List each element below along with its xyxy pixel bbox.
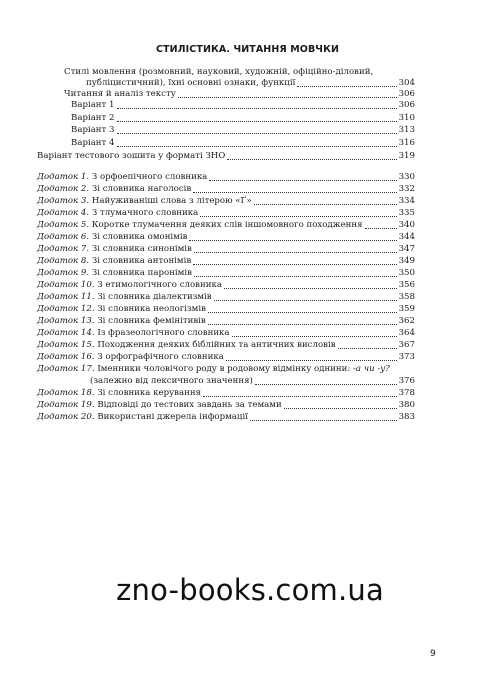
leader-dots — [255, 384, 397, 385]
toc-row-styles[interactable] — [86, 78, 415, 89]
toc-row-reading[interactable] — [64, 89, 415, 100]
toc-row-appendix[interactable] — [37, 172, 415, 183]
toc-row-appendix[interactable] — [37, 400, 415, 411]
appendix-name: Додаток 16. — [37, 352, 95, 362]
appendix-name: Додаток 2. — [37, 184, 90, 194]
page-ref: 350 — [398, 268, 415, 278]
toc-row-variant[interactable] — [71, 113, 415, 124]
leader-dots — [117, 146, 397, 147]
leader-dots — [254, 204, 397, 205]
toc-row-variant[interactable] — [71, 100, 415, 111]
appendix-name: Додаток 1. — [37, 172, 90, 182]
leader-dots — [178, 97, 397, 98]
page-ref: 340 — [398, 220, 415, 230]
appendix-text: Зі словника наголосів — [91, 184, 192, 194]
appendix-name: Додаток 5. — [37, 220, 90, 230]
appendix-text: Походження деяких біблійних та античних висловів — [97, 340, 336, 350]
page-ref: 334 — [398, 196, 415, 206]
toc-row-test-variant[interactable] — [37, 151, 415, 162]
page-ref: 310 — [398, 113, 415, 123]
page-ref: 380 — [398, 400, 415, 410]
toc-row-appendix[interactable] — [37, 328, 415, 339]
appendix-name: Додаток 20. — [37, 412, 95, 422]
toc-label: Варіант 3 — [71, 125, 115, 135]
toc-row-variant[interactable] — [71, 138, 415, 149]
leader-dots — [365, 228, 397, 229]
leader-dots — [208, 312, 397, 313]
toc-row-appendix[interactable] — [37, 184, 415, 195]
toc-styles-line1: Стилі мовлення (розмовний, науковий, художній, офіційно-діловий, — [64, 67, 374, 77]
page-ref: 344 — [398, 232, 415, 242]
appendix-name: Додаток 18. — [37, 388, 95, 398]
toc-row-appendix[interactable] — [37, 196, 415, 207]
toc-styles-line2: публіцистичний), їхні основні ознаки, функції — [86, 78, 296, 88]
toc-label: Читання й аналіз тексту — [64, 89, 176, 99]
toc-row-appendix[interactable] — [37, 256, 415, 267]
toc-row-appendix[interactable] — [37, 232, 415, 243]
appendix-text: (залежно від лексичного значення) — [90, 376, 253, 386]
appendix-name: Додаток 6. — [37, 232, 90, 242]
appendix-text: Використані джерела інформації — [97, 412, 248, 422]
leader-dots — [193, 192, 396, 193]
appendix-text: Найуживаніші слова з літерою «Ґ» — [91, 196, 252, 206]
appendix-name: Додаток 7. — [37, 244, 90, 254]
page-ref: 347 — [398, 244, 415, 254]
leader-dots — [189, 240, 396, 241]
leader-dots — [117, 108, 397, 109]
appendix-text: Зі словника неологізмів — [97, 304, 206, 314]
page-ref: 376 — [398, 376, 415, 386]
page-ref: 319 — [398, 151, 415, 161]
page-ref: 313 — [398, 125, 415, 135]
page-ref: 356 — [398, 280, 415, 290]
leader-dots — [227, 159, 396, 160]
appendix-text: Зі словника паронімів — [91, 268, 192, 278]
appendix-text: З орфоепічного словника — [91, 172, 208, 182]
toc-row-appendix[interactable] — [37, 316, 415, 327]
appendix-text: Зі словника фемінітивів — [97, 316, 206, 326]
leader-dots — [194, 276, 397, 277]
leader-dots — [338, 348, 397, 349]
leader-dots — [203, 396, 397, 397]
toc-row-appendix[interactable] — [37, 352, 415, 363]
page-ref: 316 — [398, 138, 415, 148]
leader-dots — [284, 408, 397, 409]
appendix-text: Зі словника омонімів — [91, 232, 188, 242]
leader-dots — [209, 180, 396, 181]
page-ref: 359 — [398, 304, 415, 314]
appendix-text: Зі словника синонімів — [91, 244, 192, 254]
page-ref: 349 — [398, 256, 415, 266]
page-ref: 362 — [398, 316, 415, 326]
appendix-ending: -а чи -у? — [353, 364, 390, 374]
toc-label: Варіант тестового зошита у форматі ЗНО — [37, 151, 226, 161]
page-ref: 306 — [398, 89, 415, 99]
toc-row-appendix[interactable] — [37, 220, 415, 231]
leader-dots — [224, 288, 397, 289]
appendix-text: Іменники чоловічого роду в родовому відмінку однини: — [97, 364, 353, 374]
toc-row-appendix[interactable] — [37, 304, 415, 315]
toc-label: Варіант 1 — [71, 100, 115, 110]
appendix-name: Додаток 19. — [37, 400, 95, 410]
toc-row-appendix[interactable] — [37, 292, 415, 303]
toc-row-appendix[interactable] — [37, 268, 415, 279]
appendix-name: Додаток 13. — [37, 316, 95, 326]
leader-dots — [117, 121, 397, 122]
appendix-name: Додаток 17. — [37, 364, 95, 374]
toc-row-appendix[interactable] — [37, 412, 415, 423]
toc-row-appendix[interactable] — [37, 244, 415, 255]
section-title: СТИЛІСТИКА. ЧИТАННЯ МОВЧКИ — [155, 44, 339, 55]
appendix-text: З орфографічного словника — [97, 352, 224, 362]
appendix-name: Додаток 15. — [37, 340, 95, 350]
toc-label: Варіант 2 — [71, 113, 115, 123]
toc-row-appendix[interactable] — [37, 208, 415, 219]
appendix-name: Додаток 3. — [37, 196, 90, 206]
appendix-name: Додаток 10. — [37, 280, 95, 290]
appendix-name: Додаток 4. — [37, 208, 90, 218]
leader-dots — [117, 133, 397, 134]
toc-row-appendix[interactable] — [37, 388, 415, 399]
appendix-text: Із фразеологічного словника — [97, 328, 230, 338]
page-ref: 364 — [398, 328, 415, 338]
page-ref: 335 — [398, 208, 415, 218]
leader-dots — [297, 86, 396, 87]
page-ref: 358 — [398, 292, 415, 302]
page-ref: 330 — [398, 172, 415, 182]
leader-dots — [250, 420, 397, 421]
watermark: zno-books.com.ua — [116, 573, 384, 607]
page-ref: 306 — [398, 100, 415, 110]
page-ref: 304 — [398, 78, 415, 88]
leader-dots — [194, 252, 397, 253]
leader-dots — [208, 324, 397, 325]
appendix-text: Відповіді до тестових завдань за темами — [97, 400, 282, 410]
appendix-text: Зі словника антонімів — [91, 256, 192, 266]
appendix-text: Зі словника діалектизмів — [97, 292, 212, 302]
page-ref: 378 — [398, 388, 415, 398]
toc-row-appendix[interactable] — [37, 280, 415, 291]
leader-dots — [214, 300, 397, 301]
appendix-text: Коротке тлумачення деяких слів іншомовного походження — [91, 220, 363, 230]
page-ref: 367 — [398, 340, 415, 350]
appendix-name: Додаток 8. — [37, 256, 90, 266]
leader-dots — [226, 360, 397, 361]
appendix-text: З етимологічного словника — [97, 280, 222, 290]
toc-label: Варіант 4 — [71, 138, 115, 148]
page-ref: 383 — [398, 412, 415, 422]
appendix-name: Додаток 11. — [37, 292, 95, 302]
appendix-name: Додаток 14. — [37, 328, 95, 338]
page-ref: 373 — [398, 352, 415, 362]
page-number: 9 — [430, 649, 436, 659]
leader-dots — [193, 264, 396, 265]
toc-row-appendix17[interactable] — [90, 376, 415, 387]
leader-dots — [200, 216, 396, 217]
appendix-text: З тлумачного словника — [91, 208, 199, 218]
appendix-name: Додаток 12. — [37, 304, 95, 314]
page-ref: 332 — [398, 184, 415, 194]
appendix-name: Додаток 9. — [37, 268, 90, 278]
toc-row-variant[interactable] — [71, 125, 415, 136]
toc-appendix17-line1[interactable] — [37, 364, 390, 375]
toc-row-appendix[interactable] — [37, 340, 415, 351]
appendix-text: Зі словника керування — [97, 388, 201, 398]
leader-dots — [232, 336, 397, 337]
